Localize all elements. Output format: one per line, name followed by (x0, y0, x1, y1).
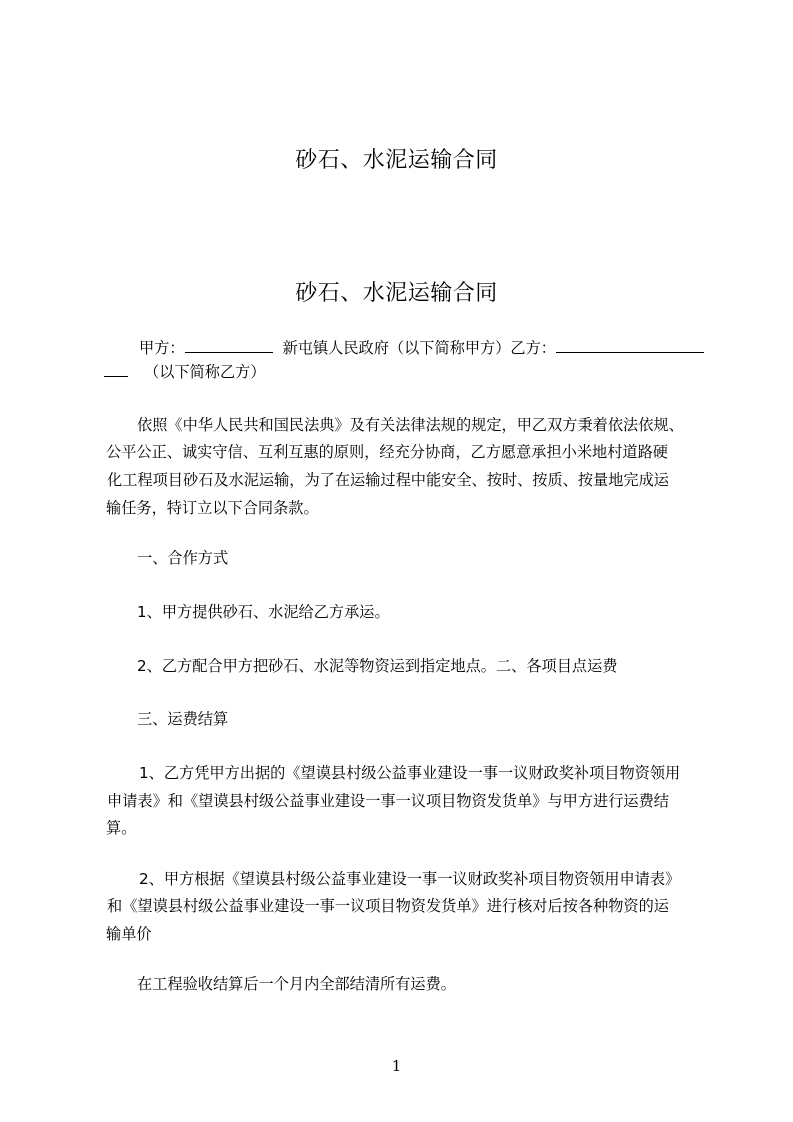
document-title-header: 砂石、水泥运输合同 (295, 148, 498, 173)
section-3-item-1-line-1: 1、乙方凭甲方出据的《望谟县村级公益事业建设一事一议财政奖补项目物资领用 (139, 764, 681, 782)
section-1-item-2: 2、乙方配合甲方把砂石、水泥等物资运到指定地点。二、各项目点运费 (137, 657, 618, 675)
preamble-line-3: 化工程项目砂石及水泥运输，为了在运输过程中能安全、按时、按质、按量地完成运 (107, 471, 669, 489)
party-b-note: （以下简称乙方） (144, 363, 266, 381)
section-3-item-1-line-2: 申请表》和《望谟县村级公益事业建设一事一议项目物资发货单》与甲方进行运费结 (107, 792, 669, 810)
section-1-heading: 一、合作方式 (137, 549, 229, 567)
preamble-line-2: 公平公正、诚实守信、互利互惠的原则，经充分协商，乙方愿意承担小米地村道路硬 (106, 443, 668, 461)
section-3-item-2-line-3: 输单价 (106, 925, 152, 943)
parties-line-2 (104, 362, 266, 381)
section-3-item-2-line-1: 2、甲方根据《望谟县村级公益事业建设一事一议财政奖补项目物资领用申请表》 (139, 870, 681, 888)
section-3-item-1-line-3: 算。 (106, 819, 137, 837)
party-b-blank-cont (104, 362, 128, 377)
party-a-label: 甲方： (139, 339, 185, 357)
party-a-name: 新屯镇人民政府（以下简称甲方）乙方： (282, 339, 556, 357)
party-a-blank (185, 338, 273, 353)
section-1-item-1: 1、甲方提供砂石、水泥给乙方承运。 (137, 603, 390, 621)
settlement-note: 在工程验收结算后一个月内全部结清所有运费。 (137, 975, 456, 993)
preamble-line-4: 输任务，特订立以下合同条款。 (106, 499, 319, 517)
page-number: 1 (391, 1057, 402, 1075)
section-3-heading: 三、运费结算 (137, 710, 229, 728)
document-title: 砂石、水泥运输合同 (295, 281, 498, 306)
parties-line (139, 338, 704, 357)
party-b-blank (556, 338, 704, 353)
preamble-line-1: 依照《中华人民共和国民法典》及有关法律法规的规定，甲乙双方秉着依法依规、 (137, 416, 684, 434)
section-3-item-2-line-2: 和《望谟县村级公益事业建设一事一议项目物资发货单》进行核对后按各种物资的运 (107, 897, 669, 915)
